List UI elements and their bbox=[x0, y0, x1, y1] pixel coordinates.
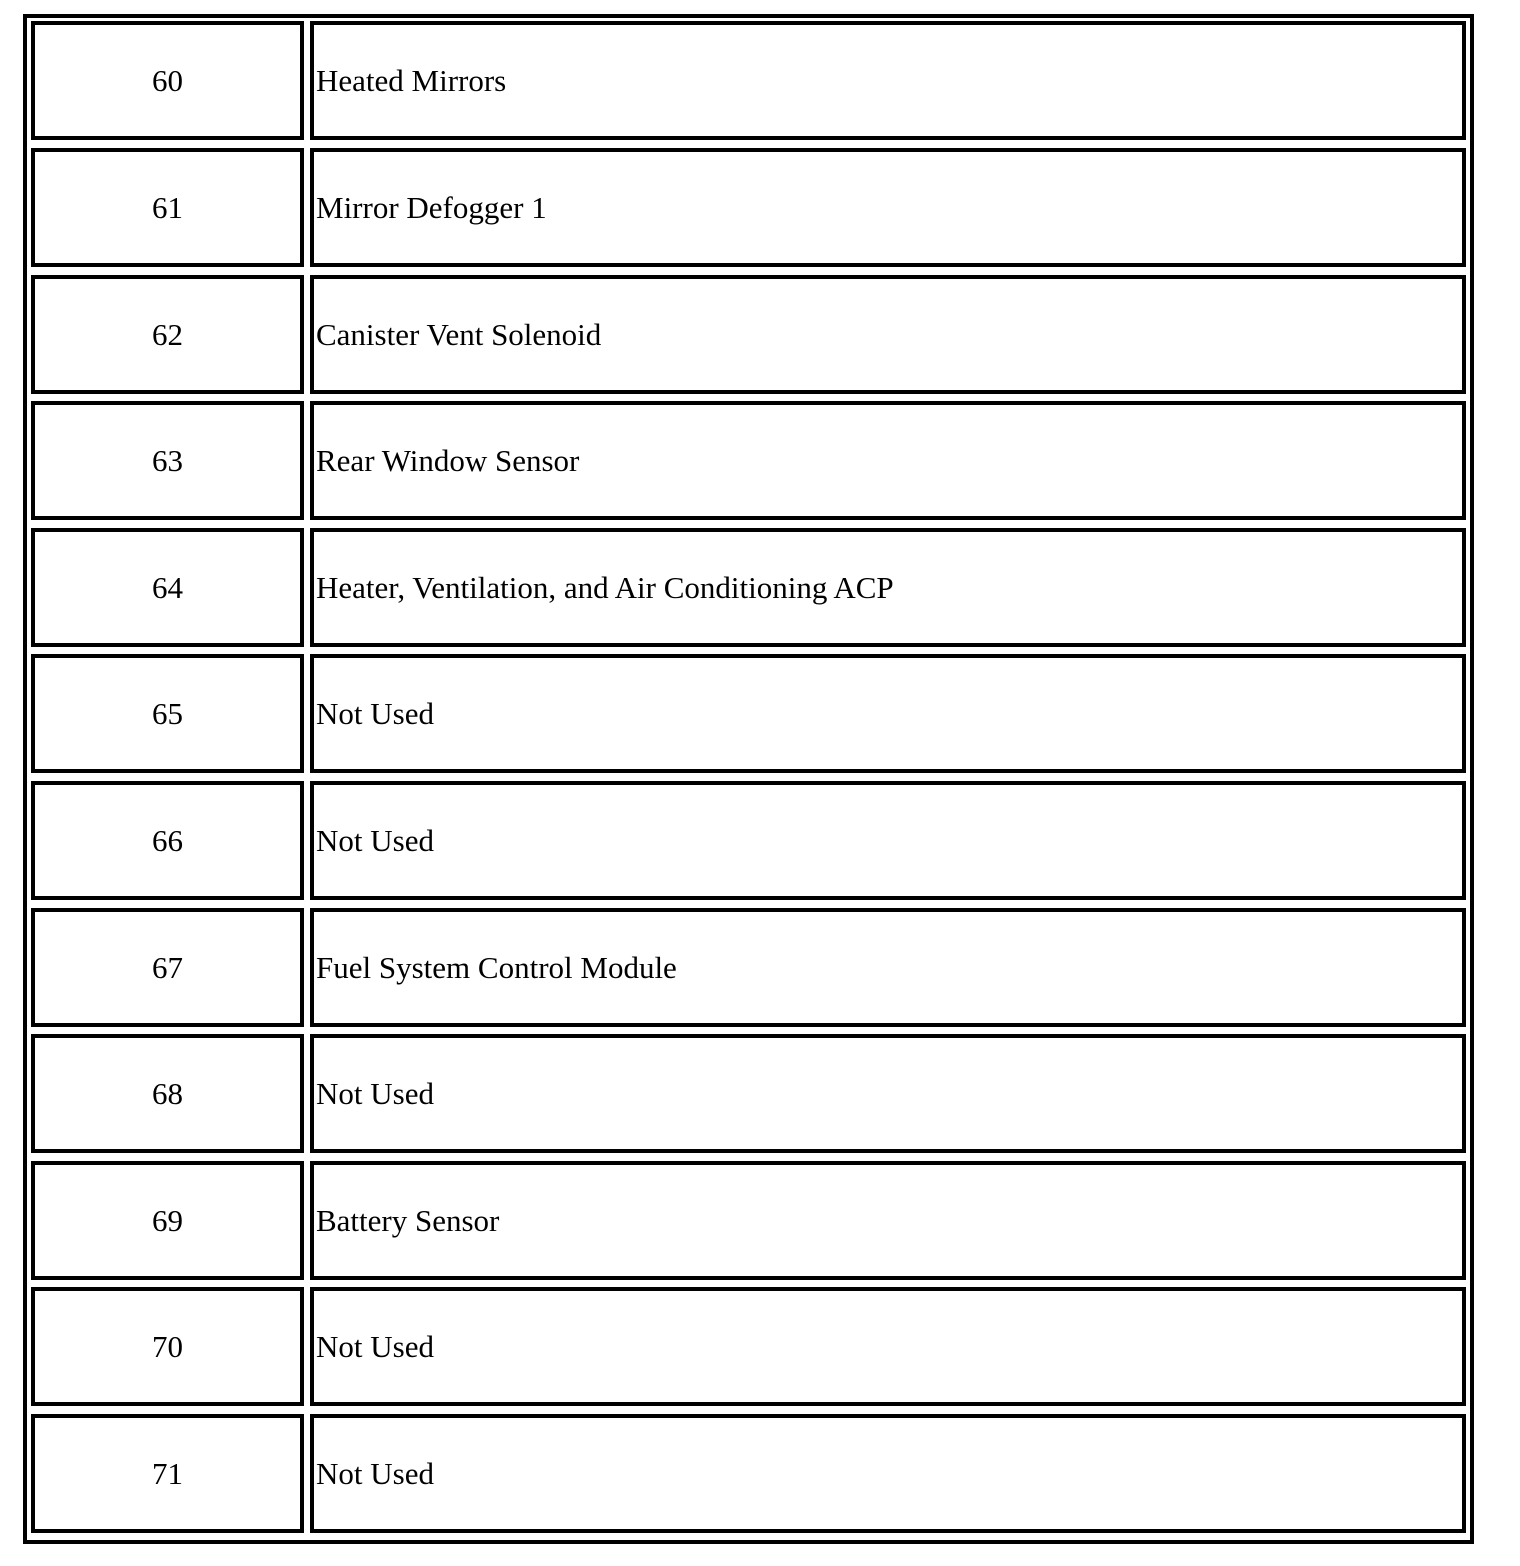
row-description-cell: Battery Sensor bbox=[310, 1161, 1466, 1280]
fuse-table bbox=[23, 14, 1474, 1544]
row-number-cell: 63 bbox=[31, 401, 304, 520]
row-number-cell: 64 bbox=[31, 528, 304, 647]
row-number-cell: 61 bbox=[31, 148, 304, 267]
row-description-cell: Not Used bbox=[310, 1034, 1466, 1153]
row-description-cell: Not Used bbox=[310, 1287, 1466, 1406]
row-number-cell: 67 bbox=[31, 908, 304, 1027]
row-number-cell: 68 bbox=[31, 1034, 304, 1153]
row-description-cell: Heater, Ventilation, and Air Conditioning ACP bbox=[310, 528, 1466, 647]
row-number-cell: 69 bbox=[31, 1161, 304, 1280]
row-description-cell: Mirror Defogger 1 bbox=[310, 148, 1466, 267]
row-number-cell: 71 bbox=[31, 1414, 304, 1533]
row-description-cell: Not Used bbox=[310, 1414, 1466, 1533]
row-description-cell: Fuel System Control Module bbox=[310, 908, 1466, 1027]
row-number-cell: 62 bbox=[31, 275, 304, 394]
row-description-cell: Not Used bbox=[310, 781, 1466, 900]
row-number-cell: 70 bbox=[31, 1287, 304, 1406]
row-description-cell: Canister Vent Solenoid bbox=[310, 275, 1466, 394]
row-number-cell: 60 bbox=[31, 21, 304, 140]
row-description-cell: Rear Window Sensor bbox=[310, 401, 1466, 520]
row-number-cell: 66 bbox=[31, 781, 304, 900]
row-description-cell: Heated Mirrors bbox=[310, 21, 1466, 140]
row-description-cell: Not Used bbox=[310, 654, 1466, 773]
row-number-cell: 65 bbox=[31, 654, 304, 773]
